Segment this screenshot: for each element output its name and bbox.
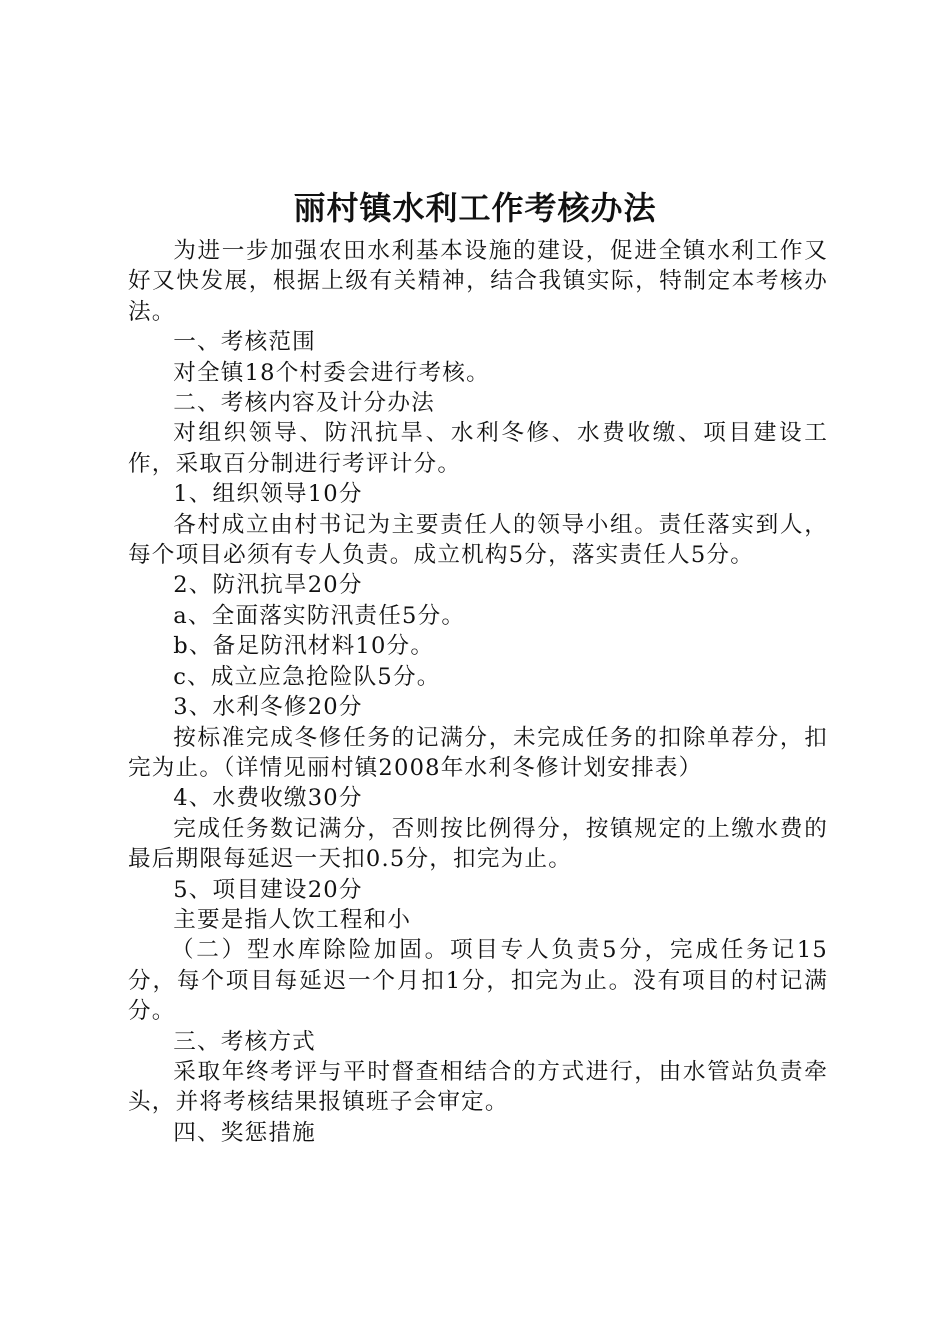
section-heading-content: 二、考核内容及计分办法	[173, 390, 435, 417]
list-item-flood-a: a、全面落实防汛责任5分。	[173, 602, 466, 629]
item-heading-winter-repair: 3、水利冬修20分	[173, 694, 363, 721]
paragraph-water-fee: 完成任务数记满分，否则按比例得分，按镇规定的上缴水费的最后期限每延迟一天扣0.5分，扣完为止。	[128, 815, 828, 873]
paragraph-leadership: 各村成立由村书记为主要责任人的领导小组。责任落实到人，每个项目必须有专人负责。成立机构5分，落实责任人5分。	[128, 511, 828, 569]
paragraph-content: 对组织领导、防汛抗旱、水利冬修、水费收缴、项目建设工作，采取百分制进行考评计分。	[128, 420, 828, 477]
list-item-flood-b: b、备足防汛材料10分。	[173, 633, 435, 660]
paragraph-projects-b: （二）型水库除险加固。项目专人负责5分，完成任务记15分，每个项目每延迟一个月扣1分，扣完为止。没有项目的村记满分。	[128, 937, 828, 1025]
paragraph-projects-a: 主要是指人饮工程和小	[173, 906, 412, 933]
paragraph-method: 采取年终考评与平时督查相结合的方式进行，由水管站负责牵头，并将考核结果报镇班子会审定。	[128, 1058, 828, 1116]
document-body	[128, 236, 828, 1148]
item-heading-flood: 2、防汛抗旱20分	[173, 572, 363, 599]
document-title: 丽村镇水利工作考核办法	[293, 189, 657, 227]
item-heading-water-fee: 4、水费收缴30分	[173, 785, 363, 812]
section-heading-method: 三、考核方式	[173, 1028, 316, 1055]
paragraph-intro: 为进一步加强农田水利基本设施的建设，促进全镇水利工作又好又快发展，根据上级有关精神，结合我镇实际，特制定本考核办法。	[128, 238, 828, 325]
item-heading-leadership: 1、组织领导10分	[173, 481, 363, 508]
section-heading-scope: 一、考核范围	[173, 329, 316, 356]
section-heading-rewards: 四、奖惩措施	[173, 1119, 316, 1146]
paragraph-scope: 对全镇18个村委会进行考核。	[173, 359, 490, 386]
paragraph-winter-repair: 按标准完成冬修任务的记满分，未完成任务的扣除单荐分，扣完为止。（详情见丽村镇2008年水利冬修计划安排表）	[128, 724, 828, 781]
item-heading-projects: 5、项目建设20分	[173, 876, 363, 903]
list-item-flood-c: c、成立应急抢险队5分。	[173, 663, 441, 690]
